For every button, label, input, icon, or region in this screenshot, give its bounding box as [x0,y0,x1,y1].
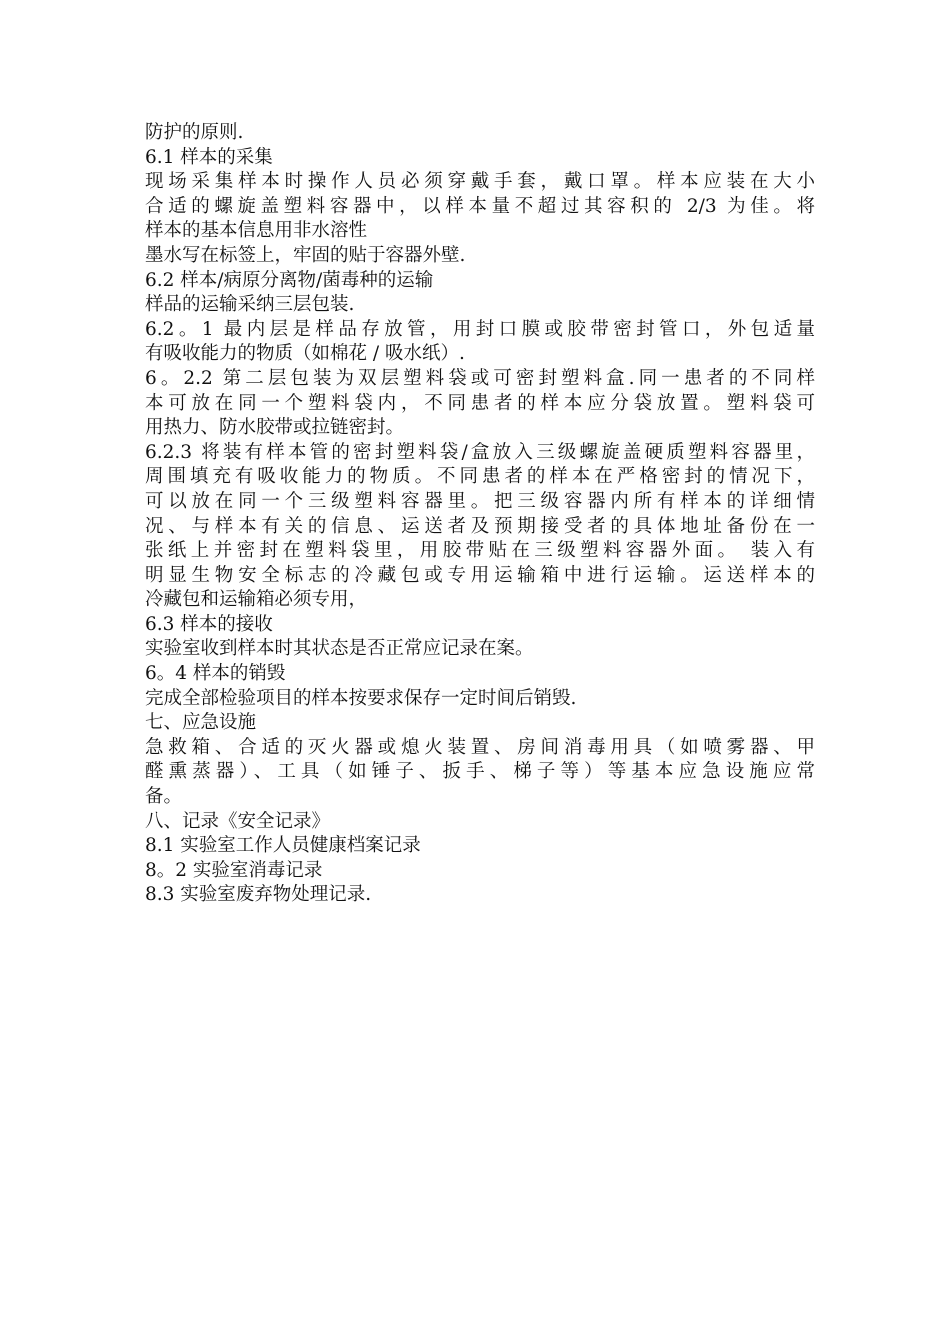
document-line: 况、与样本有关的信息、运送者及预期接受者的具体地址备份在一 [145,515,815,537]
document-line: 6.1 样本的采集 [145,146,273,168]
document-line: 备。 [145,786,183,808]
document-line: 实验室收到样本时其状态是否正常应记录在案。 [145,638,534,660]
document-line: 八、记录《安全记录》 [145,810,331,832]
document-line: 6.2。1 最内层是样品存放管，用封口膜或胶带密封管口，外包适量 [145,318,815,340]
document-line: 样本的基本信息用非水溶性 [145,220,368,242]
document-line: 完成全部检验项目的样本按要求保存一定时间后销毁. [145,687,577,709]
document-line: 七、应急设施 [145,712,257,734]
document-line: 样品的运输采纳三层包装. [145,294,355,316]
document-line: 本可放在同一个塑料袋内，不同患者的样本应分袋放置。塑料袋可 [145,392,815,414]
document-line: 有吸收能力的物质（如棉花 / 吸水纸）. [145,343,465,365]
document-line: 6.2 样本/病原分离物/菌毒种的运输 [145,269,434,291]
document-line: 可以放在同一个三级塑料容器里。把三级容器内所有样本的详细情 [145,490,815,512]
document-line: 醛熏蒸器）、工具（如锤子、扳手、梯子等）等基本应急设施应常 [145,761,815,783]
document-line: 现场采集样本时操作人员必须穿戴手套，戴口罩。样本应装在大小 [145,171,815,193]
document-line: 6.2.3 将装有样本管的密封塑料袋/盒放入三级螺旋盖硬质塑料容器里， [145,441,815,463]
document-line: 墨水写在标签上，牢固的贴于容器外壁. [145,244,466,266]
document-line: 8.3 实验室废弃物处理记录. [145,884,372,906]
document-line: 用热力、防水胶带或拉链密封。 [145,417,405,439]
document-line: 6。2.2 第二层包装为双层塑料袋或可密封塑料盒.同一患者的不同样 [145,367,815,389]
document-line: 周围填充有吸收能力的物质。不同患者的样本在严格密封的情况下， [145,466,815,488]
document-line: 急救箱、合适的灭火器或熄火装置、房间消毒用具（如喷雾器、甲 [145,736,815,758]
document-line: 冷藏包和运输箱必须专用， [145,589,368,611]
document-line: 6。4 样本的销毁 [145,663,286,685]
document-line: 合适的螺旋盖塑料容器中，以样本量不超过其容积的 2/3 为佳。将 [145,195,815,217]
document-line: 明显生物安全标志的冷藏包或专用运输箱中进行运输。运送样本的 [145,564,815,586]
document-line: 8.1 实验室工作人员健康档案记录 [145,835,421,857]
document-line: 8。2 实验室消毒记录 [145,859,323,881]
document-body [145,121,815,908]
document-line: 防护的原则. [145,122,244,143]
document-line: 6.3 样本的接收 [145,613,273,635]
document-line: 张纸上并密封在塑料袋里，用胶带贴在三级塑料容器外面。 装入有 [145,540,815,562]
